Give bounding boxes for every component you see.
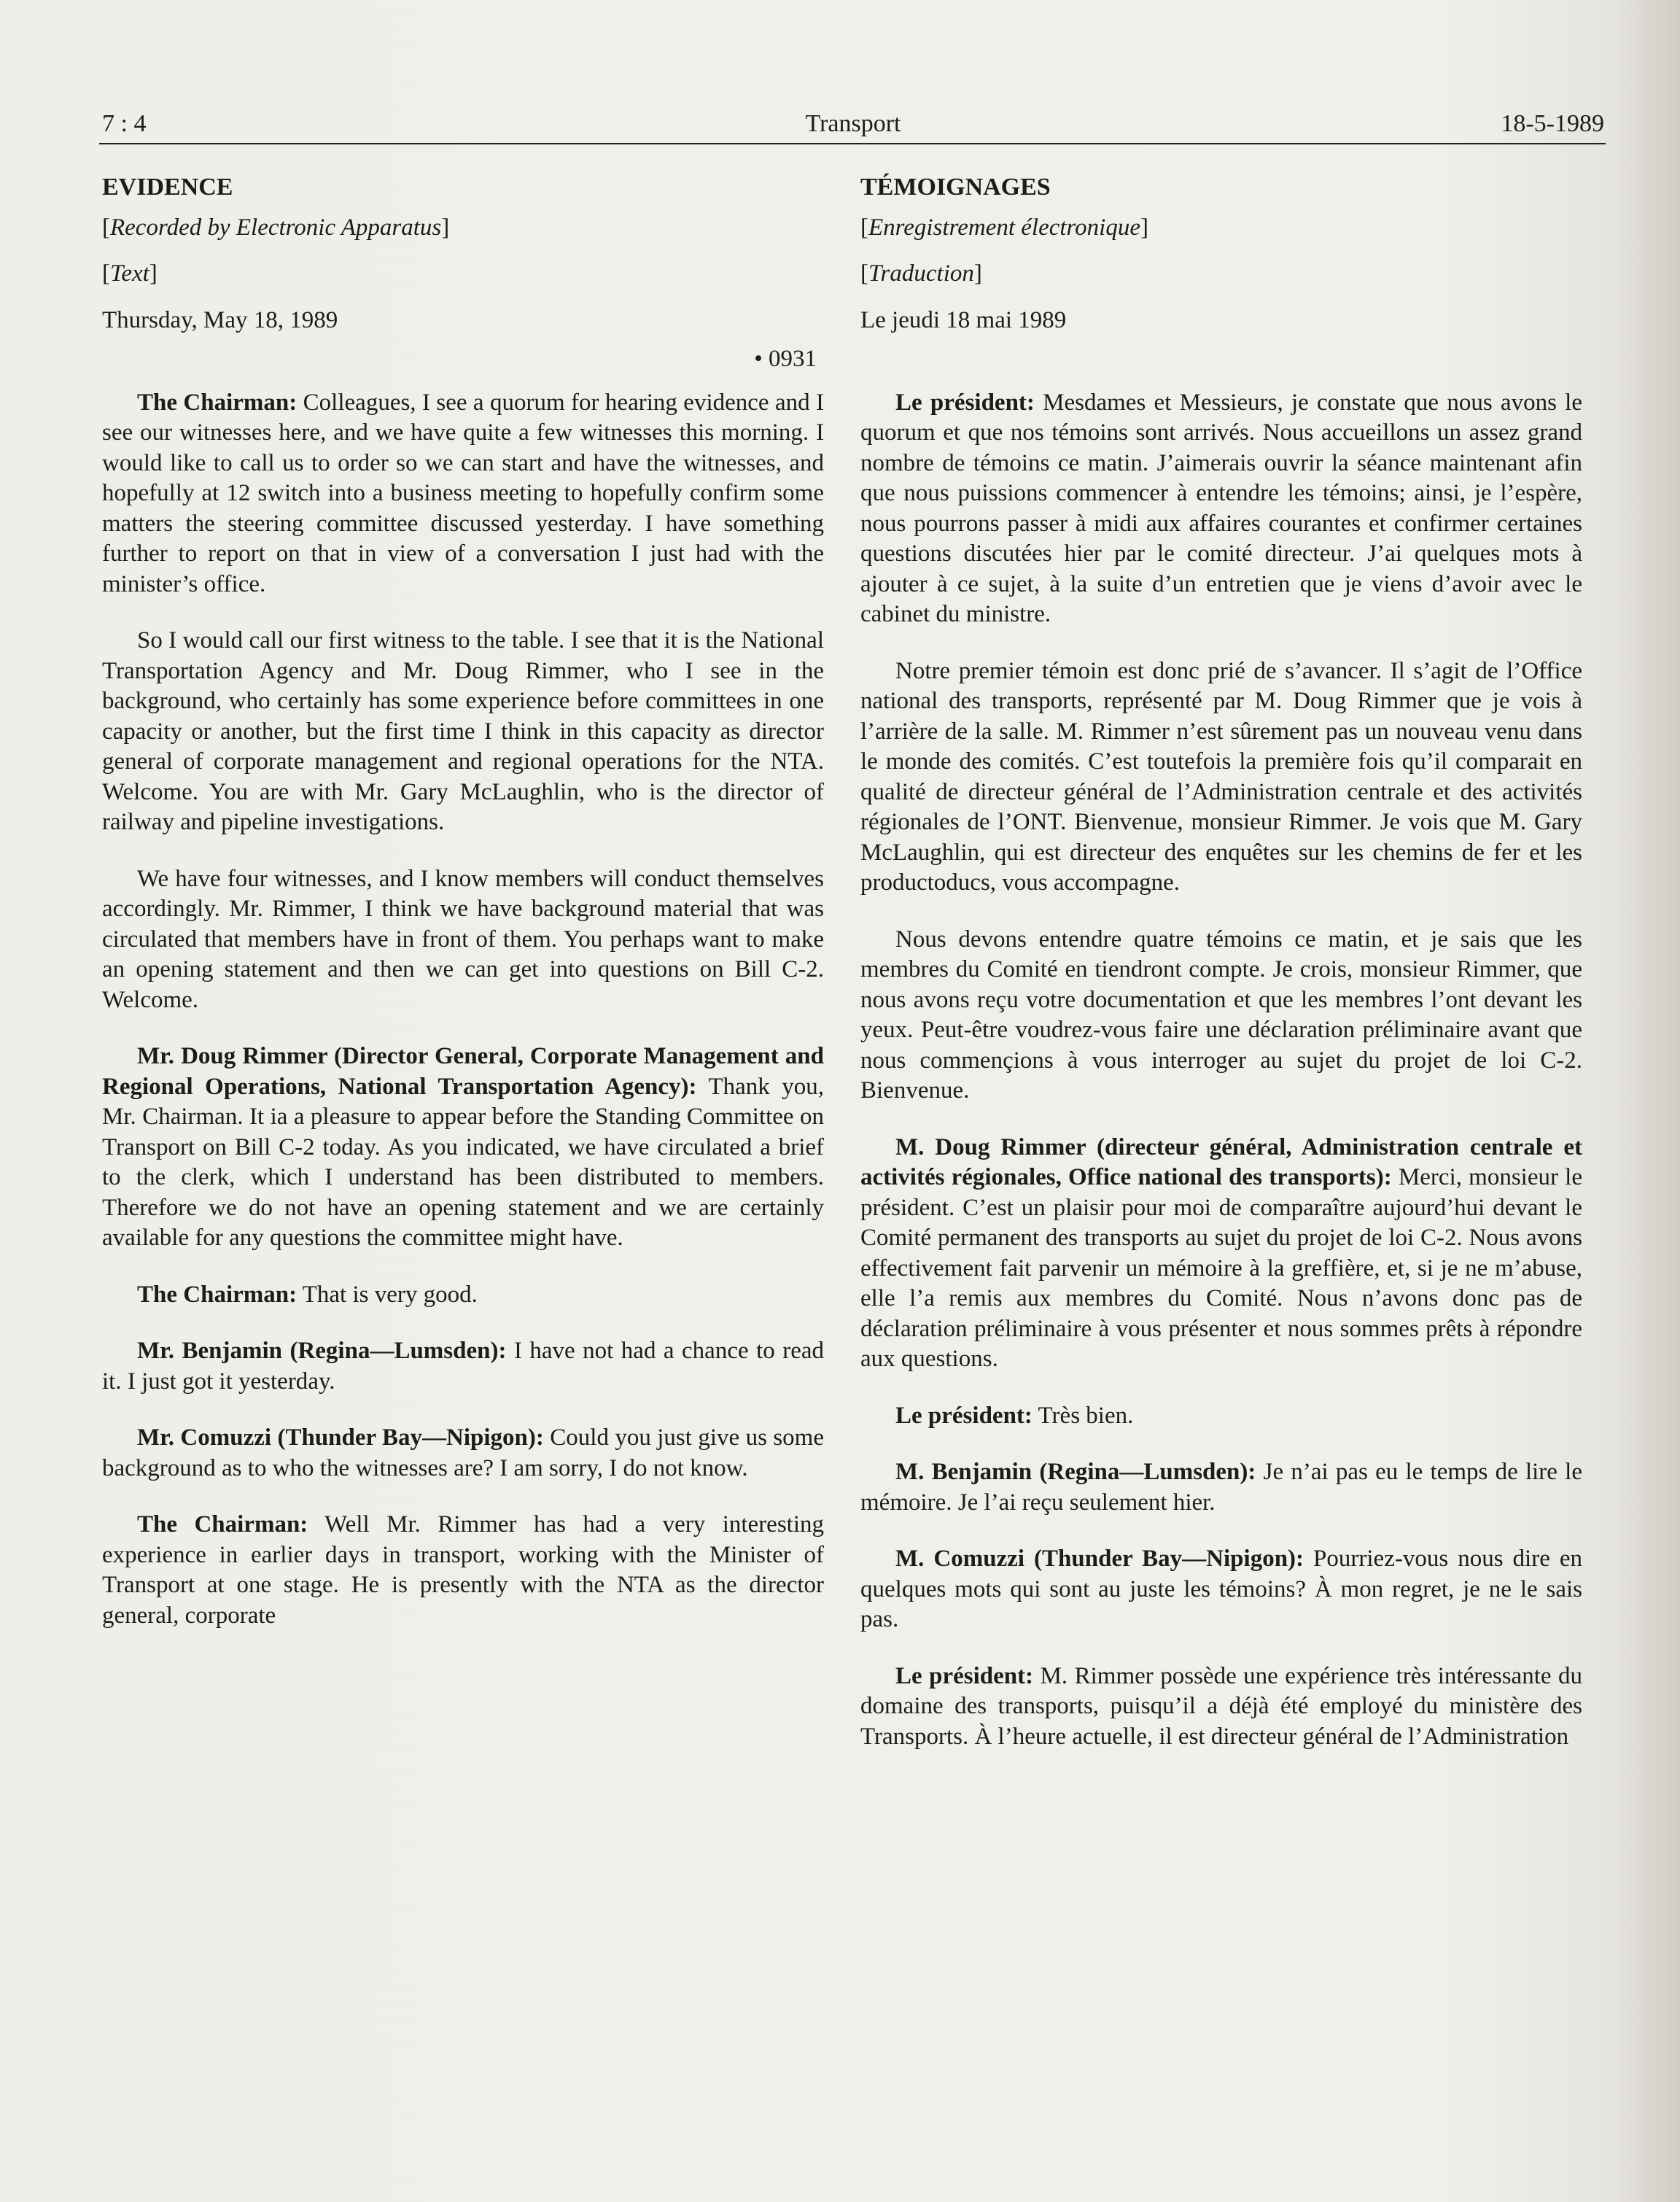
speaker-name: M. Comuzzi (Thunder Bay—Nipigon): bbox=[895, 1546, 1304, 1572]
english-date: Thursday, May 18, 1989 bbox=[102, 306, 338, 333]
speaker-name: Mr. Comuzzi (Thunder Bay—Nipigon): bbox=[137, 1424, 544, 1451]
english-paragraphs bbox=[102, 388, 824, 1632]
english-paragraph: Mr. Doug Rimmer (Director General, Corporate Management and Regional Operations, National Transportation Agency): Thank you, Mr. Chairman. It ia a pleasure to appear before the Standing Committee on Transport on Bill C-2 today. As you indicated, we have circulated a brief to the clerk, which I understand has been distributed to members. Therefore we do not have an opening statement and we are certainly available for any questions the committee might have. bbox=[102, 1043, 824, 1251]
french-column bbox=[860, 172, 1582, 1778]
english-heading: EVIDENCE bbox=[102, 174, 233, 201]
french-paragraph: M. Comuzzi (Thunder Bay—Nipigon): Pourriez-vous nous dire en quelques mots qui sont au juste les témoins? À mon regret, je ne le sais pas. bbox=[860, 1546, 1583, 1632]
french-paragraph: Nous devons entendre quatre témoins ce matin, et je sais que les membres du Comité en tiendront compte. Je crois, monsieur Rimmer, que nous avons reçu votre documentation et que les membres l’ont devant les yeux. Peut-être voudrez-vous faire une déclaration préliminaire avant que nous commençions à vous interroger au sujet du projet de loi C-2. Bienvenue. bbox=[860, 926, 1582, 1104]
speaker-name: M. Benjamin (Regina—Lumsden): bbox=[895, 1459, 1256, 1485]
speaker-name: The Chairman: bbox=[137, 389, 298, 416]
speaker-name: The Chairman: bbox=[137, 1511, 308, 1538]
english-paragraph: Mr. Benjamin (Regina—Lumsden): I have not had a chance to read it. I just got it yesterday. bbox=[102, 1338, 824, 1395]
french-recorded-note: [Enregistrement électronique] bbox=[860, 214, 1148, 241]
french-paragraph: Le président: Mesdames et Messieurs, je constate que nous avons le quorum et que nos témoins sont arrivés. Nous accueillons un assez grand nombre de témoins ce matin. J’aimerais ouvrir la séance maintenant afin que nous puissions commencer à entendre les témoins; ainsi, je l’espère, nous pourrons passer à midi aux affaires courantes et confirmer certaines questions discutées hier par le comité directeur. J’ai quelques mots à ajouter à ce sujet, à la suite d’un entretien que je viens d’avoir avec le cabinet du ministre. bbox=[860, 389, 1582, 627]
english-recorded-note: [Recorded by Electronic Apparatus] bbox=[102, 214, 450, 241]
english-paragraph: The Chairman: Well Mr. Rimmer has had a very interesting experience in earlier days in transport, working with the Minister of Transport at one stage. He is presently with the NTA as the director general, corporate bbox=[102, 1511, 825, 1629]
header-rule bbox=[99, 143, 1606, 144]
french-date: Le jeudi 18 mai 1989 bbox=[860, 306, 1067, 333]
speaker-name: Le président: bbox=[895, 1662, 1034, 1689]
english-column bbox=[102, 172, 824, 1657]
english-paragraph: The Chairman: That is very good. bbox=[137, 1281, 478, 1308]
french-heading: TÉMOIGNAGES bbox=[860, 174, 1051, 201]
running-header bbox=[102, 108, 1604, 141]
french-paragraph: M. Benjamin (Regina—Lumsden): Je n’ai pas eu le temps de lire le mémoire. Je l’ai reçu seulement hier. bbox=[860, 1459, 1582, 1516]
french-paragraphs bbox=[860, 388, 1582, 1753]
speaker-name: The Chairman: bbox=[137, 1281, 298, 1308]
speaker-name: Le président: bbox=[895, 389, 1035, 416]
page-number: 7 : 4 bbox=[102, 110, 147, 137]
time-code: • 0931 bbox=[754, 346, 817, 372]
french-paragraph: Le président: M. Rimmer possède une expérience très intéressante du domaine des transports, puisqu’il a déjà été employé du ministère des Transports. À l’heure actuelle, il est directeur général de l’Administration bbox=[860, 1662, 1582, 1750]
english-paragraph: So I would call our first witness to the table. I see that it is the National Transportation Agency and Mr. Doug Rimmer, who I see in the background, who certainly has some experience before committees in one capacity or another, but the first time I think in this capacity as director general of corporate management and regional operations for the NTA. Welcome. You are with Mr. Gary McLaughlin, who is the director of railway and pipeline investigations. bbox=[102, 627, 824, 835]
english-paragraph: We have four witnesses, and I know members will conduct themselves accordingly. Mr. Rimmer, I think we have background material that was circulated that members have in front of them. You perhaps want to make an opening statement and then we can get into questions on Bill C-2. Welcome. bbox=[102, 865, 824, 1013]
english-text-marker: [Text] bbox=[102, 260, 158, 287]
speaker-name: M. Doug Rimmer (directeur général, Administration centrale et activités régionales, Office national des transports): bbox=[860, 1133, 1582, 1190]
header-date: 18-5-1989 bbox=[1501, 110, 1604, 137]
french-text-marker: [Traduction] bbox=[860, 260, 982, 287]
english-paragraph: Mr. Comuzzi (Thunder Bay—Nipigon): Could you just give us some background as to who the witnesses are? I am sorry, I do not know. bbox=[102, 1424, 824, 1481]
french-paragraph: M. Doug Rimmer (directeur général, Administration centrale et activités régionales, Office national des transports): Merci, monsieur le président. C’est un plaisir pour moi de comparaître aujourd’hui devant le Comité permanent des transports au sujet du projet de loi C-2. Nous avons effectivement fait parvenir un mémoire à la greffière, et, si je ne m’abuse, elle l’a remis aux membres du Comité. Nous n’avons donc pas de déclaration préliminaire à vous présenter et nous sommes prêts à répondre aux questions. bbox=[860, 1133, 1582, 1372]
french-paragraph: Notre premier témoin est donc prié de s’avancer. Il s’agit de l’Office national des transports, représenté par M. Doug Rimmer que je vois à l’arrière de la salle. M. Rimmer n’est sûrement pas un nouveau venu dans le monde des comités. C’est toutefois la première fois qu’il comparait en qualité de directeur général de l’Administration centrale et des activités régionales de l’ONT. Bienvenue, monsieur Rimmer. Je vois que M. Gary McLaughlin, qui est directeur des enquêtes sur les chemins de fer et les productoducs, vous accompagne. bbox=[860, 657, 1582, 896]
header-title: Transport bbox=[805, 110, 901, 137]
french-paragraph: Le président: Très bien. bbox=[895, 1402, 1134, 1429]
speaker-name: Mr. Benjamin (Regina—Lumsden): bbox=[137, 1338, 507, 1364]
speaker-name: Le président: bbox=[895, 1402, 1032, 1429]
english-paragraph: The Chairman: Colleagues, I see a quorum for hearing evidence and I see our witnesses here, and we have quite a few witnesses this morning. I would like to call us to order so we can start and have the witnesses, and hopefully at 12 switch into a business meeting to hopefully confirm some matters the steering committee discussed yesterday. I have something further to report on that in view of a conversation I just had with the minister’s office. bbox=[102, 389, 825, 597]
speaker-name: Mr. Doug Rimmer (Director General, Corporate Management and Regional Operations, National Transportation Agency): bbox=[102, 1043, 824, 1100]
